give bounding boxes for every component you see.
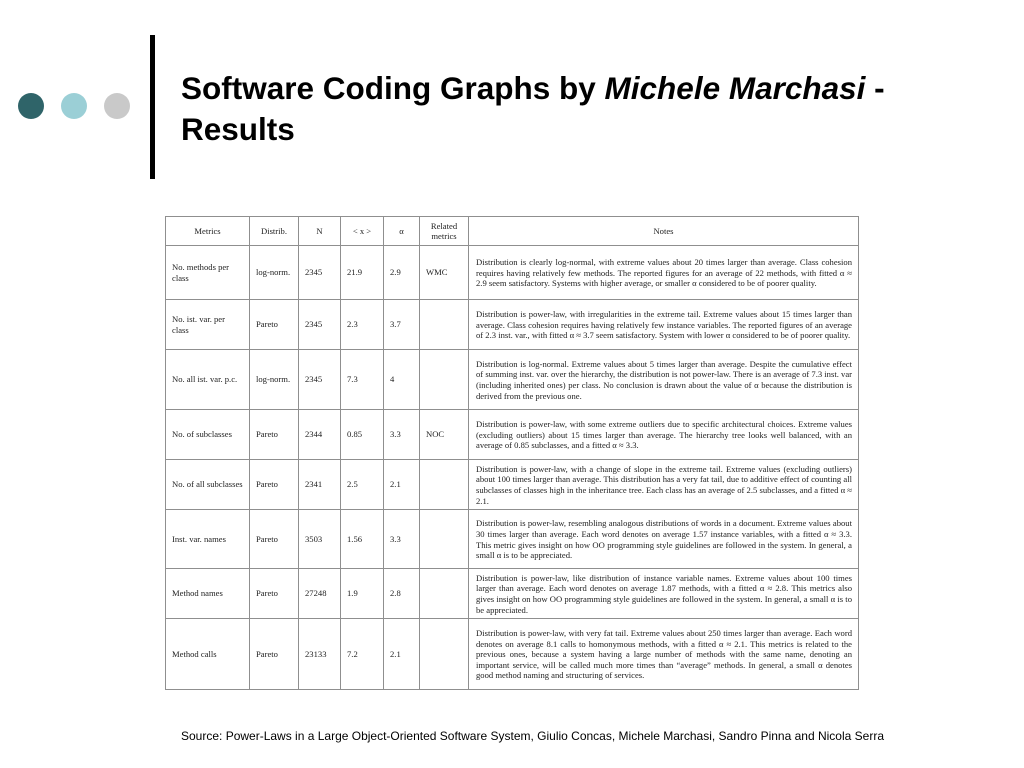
cell-n: 3503 xyxy=(299,510,341,569)
cell-mean: 7.2 xyxy=(341,619,384,690)
cell-related-metrics xyxy=(420,510,469,569)
cell-related-metrics xyxy=(420,460,469,510)
table-row xyxy=(166,410,859,460)
header-alpha: α xyxy=(384,217,420,246)
cell-metric: Method names xyxy=(166,569,250,619)
cell-distrib: Pareto xyxy=(250,300,299,350)
cell-distrib: log-norm. xyxy=(250,246,299,300)
cell-alpha: 4 xyxy=(384,350,420,410)
cell-metric: Method calls xyxy=(166,619,250,690)
cell-n: 2345 xyxy=(299,246,341,300)
cell-distrib: Pareto xyxy=(250,410,299,460)
cell-metric: No. of all subclasses xyxy=(166,460,250,510)
cell-mean: 2.3 xyxy=(341,300,384,350)
header-related-metrics: Related metrics xyxy=(420,217,469,246)
cell-metric: No. of subclasses xyxy=(166,410,250,460)
dot-gray xyxy=(104,93,130,119)
cell-mean: 1.9 xyxy=(341,569,384,619)
cell-related-metrics: WMC xyxy=(420,246,469,300)
cell-mean: 7.3 xyxy=(341,350,384,410)
cell-metric: No. ist. var. per class xyxy=(166,300,250,350)
table-header-row xyxy=(166,217,859,246)
cell-distrib: Pareto xyxy=(250,569,299,619)
cell-notes: Distribution is power-law, resembling analogous distributions of words in a document. Extreme values about 30 times larger than average. Each word denotes on average 1.57 instance variables, with a fitted α ≈ 3.3. This metric gives insight on how OO programming style guidelines are followed in the system. In general, a small α is to be appreciated. xyxy=(469,510,859,569)
cell-n: 2345 xyxy=(299,300,341,350)
cell-alpha: 2.1 xyxy=(384,460,420,510)
table-row xyxy=(166,246,859,300)
cell-n: 27248 xyxy=(299,569,341,619)
cell-metric: No. methods per class xyxy=(166,246,250,300)
cell-related-metrics xyxy=(420,619,469,690)
cell-alpha: 3.3 xyxy=(384,510,420,569)
header-notes: Notes xyxy=(469,217,859,246)
cell-notes: Distribution is log-normal. Extreme values about 5 times larger than average. Despite the cumulative effect of summing inst. var. over the hierarchy, the distribution is not power-law. There is an average of 7.3 inst. var (including inherited ones) per class. No conclusion is drawn about the value of α because the distribution is derived from the previous one. xyxy=(469,350,859,410)
title-author: Michele Marchasi xyxy=(604,70,866,106)
table-row xyxy=(166,300,859,350)
table-row xyxy=(166,460,859,510)
cell-distrib: Pareto xyxy=(250,510,299,569)
header-metrics: Metrics xyxy=(166,217,250,246)
metrics-table xyxy=(165,216,859,690)
cell-related-metrics xyxy=(420,300,469,350)
cell-related-metrics: NOC xyxy=(420,410,469,460)
cell-alpha: 2.1 xyxy=(384,619,420,690)
cell-notes: Distribution is power-law, with some extreme outliers due to specific architectural choices. Extreme values (excluding outliers) about 15 times larger than average. The hierarchy tree looks well balanced, with an average of 0.85 subclasses, and a fitted α ≈ 3.3. xyxy=(469,410,859,460)
cell-notes: Distribution is clearly log-normal, with extreme values about 20 times larger than average. Class cohesion requires having relatively few methods. The reported figures for an average of 22 methods, with fitted α ≈ 2.9 seem satisfactory. Systems with higher average, or smaller α considered to be of poorer quality. xyxy=(469,246,859,300)
title-suffix: - Results xyxy=(181,70,885,147)
source-citation: Source: Power-Laws in a Large Object-Oriented Software System, Giulio Concas, Michele Marchasi, Sandro Pinna and Nicola Serra xyxy=(181,729,884,743)
cell-alpha: 2.9 xyxy=(384,246,420,300)
cell-mean: 1.56 xyxy=(341,510,384,569)
cell-distrib: Pareto xyxy=(250,619,299,690)
table-row xyxy=(166,350,859,410)
cell-related-metrics xyxy=(420,569,469,619)
cell-mean: 0.85 xyxy=(341,410,384,460)
cell-distrib: log-norm. xyxy=(250,350,299,410)
table-row xyxy=(166,569,859,619)
table-row xyxy=(166,619,859,690)
header-mean: < x > xyxy=(341,217,384,246)
cell-notes: Distribution is power-law, with very fat tail. Extreme values about 250 times larger than average. Each word denotes on average 8.1 calls to homonymous methods, with a fitted α ≈ 2.1. This metrics is related to the previous ones, because a system having a large number of methods with the same name, denoting an important service, will be called much more times than “average” methods. In general, a small α denotes good method naming and structuring of services. xyxy=(469,619,859,690)
cell-alpha: 2.8 xyxy=(384,569,420,619)
table-body xyxy=(166,246,859,690)
cell-related-metrics xyxy=(420,350,469,410)
cell-mean: 21.9 xyxy=(341,246,384,300)
cell-n: 2344 xyxy=(299,410,341,460)
dot-dark-teal xyxy=(18,93,44,119)
cell-alpha: 3.3 xyxy=(384,410,420,460)
cell-metric: Inst. var. names xyxy=(166,510,250,569)
cell-notes: Distribution is power-law, with a change of slope in the extreme tail. Extreme values (excluding outliers) about 100 times larger than average. This distribution has a very fat tail, due to additive effect of counting all subclasses of classes high in the inheritance tree. Each class has an average of 2.5 subclasses, and a fitted α ≈ 2.1. xyxy=(469,460,859,510)
decorative-dots xyxy=(18,93,130,119)
header-distrib: Distrib. xyxy=(250,217,299,246)
cell-metric: No. all ist. var. p.c. xyxy=(166,350,250,410)
cell-n: 2345 xyxy=(299,350,341,410)
slide-title xyxy=(181,68,981,150)
cell-n: 23133 xyxy=(299,619,341,690)
title-divider xyxy=(150,35,155,179)
cell-mean: 2.5 xyxy=(341,460,384,510)
title-text: Software Coding Graphs by xyxy=(181,70,605,106)
header-n: N xyxy=(299,217,341,246)
cell-notes: Distribution is power-law, with irregularities in the extreme tail. Extreme values about 15 times larger than average. Class cohesion requires having relatively few instance variables. The reported figures of an average of 2.3 inst. var., with fitted α ≈ 3.7 seem satisfactory. System with lower α considered to be of poorer quality. xyxy=(469,300,859,350)
dot-light-teal xyxy=(61,93,87,119)
table-row xyxy=(166,510,859,569)
cell-alpha: 3.7 xyxy=(384,300,420,350)
cell-notes: Distribution is power-law, like distribution of instance variable names. Extreme values about 100 times larger than average. Each word denotes on average 1.87 methods, with a fitted α ≈ 2.8. This metrics also gives insight on how OO programming style guidelines are followed in the system. In general, a small α is to be appreciated. xyxy=(469,569,859,619)
cell-distrib: Pareto xyxy=(250,460,299,510)
cell-n: 2341 xyxy=(299,460,341,510)
